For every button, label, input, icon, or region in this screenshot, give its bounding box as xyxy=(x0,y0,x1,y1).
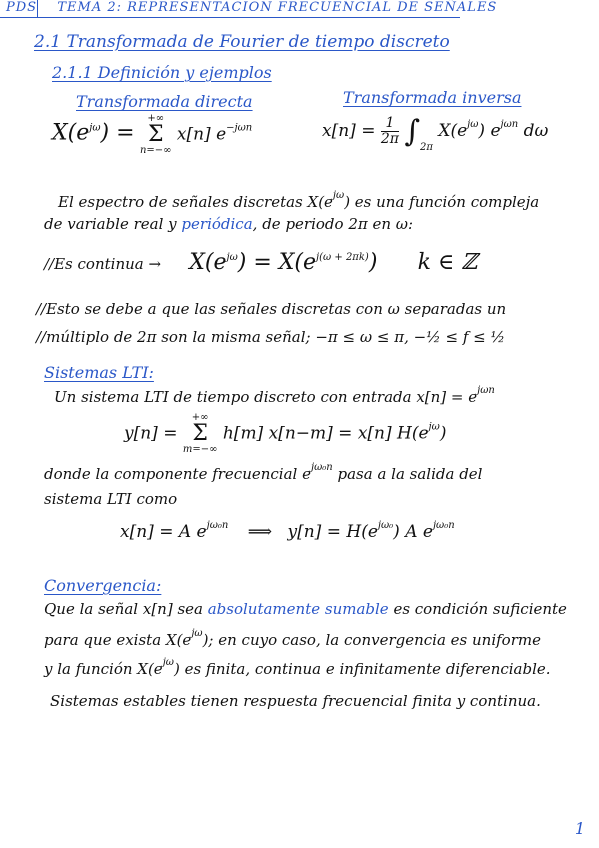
eq-sup: jω₀ xyxy=(377,520,394,531)
summation: +∞ Σ m=−∞ xyxy=(182,412,218,455)
eq-part: ) e xyxy=(478,121,501,141)
eq-part: y[n] = H(e xyxy=(287,522,378,542)
sum-bottom: n=−∞ xyxy=(139,145,172,156)
lti-heading: Sistemas LTI: xyxy=(44,363,154,382)
lti-line-2 xyxy=(44,462,482,483)
eq-part: ) xyxy=(439,423,447,444)
direct-transform-equation xyxy=(52,114,252,156)
text: ) es una función compleja xyxy=(344,193,540,211)
text: para que exista X(e xyxy=(44,631,192,649)
header xyxy=(6,0,497,15)
text: ); en cuyo caso, la convergencia es uniforme xyxy=(202,631,541,649)
eq-sup: j(ω + 2πk) xyxy=(316,252,369,263)
sum-top: +∞ xyxy=(147,113,165,124)
header-rule xyxy=(0,17,460,18)
text-sup: jωn xyxy=(477,385,495,396)
eq-sup: jω xyxy=(467,119,479,130)
sum-bottom: m=−∞ xyxy=(182,444,218,455)
absolutely-summable-highlight: absolutamente sumable xyxy=(207,600,389,618)
note: //Es continua → xyxy=(44,255,162,273)
eq-part: x[n] e xyxy=(176,124,227,145)
sum-top: +∞ xyxy=(191,412,209,423)
eq-part: h[m] x[n−m] = x[n] H(e xyxy=(222,423,429,444)
text: y la función X(e xyxy=(44,660,163,678)
convergence-line-1 xyxy=(44,600,567,618)
text: de variable real y xyxy=(44,215,182,233)
implies-arrow: ⟹ xyxy=(247,522,273,542)
text: ) es finita, continua e infinitamente diferenciable. xyxy=(173,660,551,678)
summation: +∞ Σ n=−∞ xyxy=(139,113,172,156)
eq-sup: jω₀n xyxy=(432,520,455,531)
lti-mapping-equation xyxy=(120,520,455,542)
fraction xyxy=(381,116,399,148)
lti-line-1 xyxy=(54,385,495,406)
reason-line-2: //múltiplo de 2π son la misma señal; −π ≤ ω ≤ π, −½ ≤ f ≤ ½ xyxy=(36,328,506,346)
convergence-line-3 xyxy=(44,657,551,678)
page-number: 1 xyxy=(574,819,585,838)
frac-den: 2π xyxy=(380,131,399,147)
text: Un sistema LTI de tiempo discreto con entrada x[n] = e xyxy=(54,388,478,406)
text: donde la componente frecuencial e xyxy=(44,465,311,483)
eq-part: ) = X(e xyxy=(237,250,317,275)
text-sup: jω xyxy=(191,628,203,639)
eq-part: X(e xyxy=(438,121,468,141)
eq-sup: jω xyxy=(226,252,238,263)
eq-sup: jω xyxy=(428,421,440,433)
eq-part: X(e xyxy=(52,120,90,146)
eq-part: y[n] = xyxy=(124,423,178,444)
eq-part: x[n] = A e xyxy=(120,522,207,542)
subsection-title: 2.1.1 Definición y ejemplos xyxy=(52,63,272,82)
text-sup: jω₀n xyxy=(311,462,333,473)
spectrum-line-1 xyxy=(58,190,539,211)
header-separator xyxy=(37,0,38,18)
text: es condición suficiente xyxy=(388,600,567,618)
text-sup: jω xyxy=(162,657,174,668)
section-title: 2.1 Transformada de Fourier de tiempo discreto xyxy=(34,32,450,52)
topic-title: TEMA 2: REPRESENTACION FRECUENCIAL DE SEÑALES xyxy=(57,0,498,15)
eq-part: k ∈ ℤ xyxy=(417,250,478,275)
convergence-line-2 xyxy=(44,628,541,649)
convergence-heading: Convergencia: xyxy=(44,576,162,595)
convergence-line-4: Sistemas estables tienen respuesta frecuencial finita y continua. xyxy=(50,692,541,710)
eq-sup: jω xyxy=(89,122,101,134)
text: Que la señal x[n] sea xyxy=(44,600,208,618)
inverse-transform-label: Transformada inversa xyxy=(343,88,522,107)
inverse-transform-equation xyxy=(322,114,549,153)
eq-sup: jω₀n xyxy=(206,520,229,531)
text-sup: jω xyxy=(332,190,345,201)
eq-part: ) = xyxy=(100,120,135,146)
text: El espectro de señales discretas X(e xyxy=(58,193,333,211)
eq-part: ) A e xyxy=(393,522,433,542)
integral-sign: ∫ xyxy=(404,114,421,149)
eq-part: x[n] = xyxy=(322,121,376,141)
eq-part: X(e xyxy=(189,250,227,275)
periodic-highlight: periódica xyxy=(181,215,253,233)
text: , de periodo 2π en ω: xyxy=(252,215,414,233)
eq-sup: −jωn xyxy=(226,122,253,134)
eq-sup: jωn xyxy=(500,119,519,130)
reason-line-1: //Esto se debe a que las señales discretas con ω separadas un xyxy=(36,300,507,318)
integral-sub: 2π xyxy=(420,142,433,153)
eq-part: dω xyxy=(523,121,549,141)
direct-transform-label: Transformada directa xyxy=(76,92,253,111)
frac-num: 1 xyxy=(381,116,399,132)
eq-part: ) xyxy=(368,250,378,275)
convolution-equation xyxy=(124,413,446,455)
continuity-equation xyxy=(44,250,477,275)
text: pasa a la salida del xyxy=(332,465,483,483)
lti-line-3: sistema LTI como xyxy=(44,490,178,508)
spectrum-line-2 xyxy=(44,215,413,233)
course-code: PDS xyxy=(6,0,38,15)
